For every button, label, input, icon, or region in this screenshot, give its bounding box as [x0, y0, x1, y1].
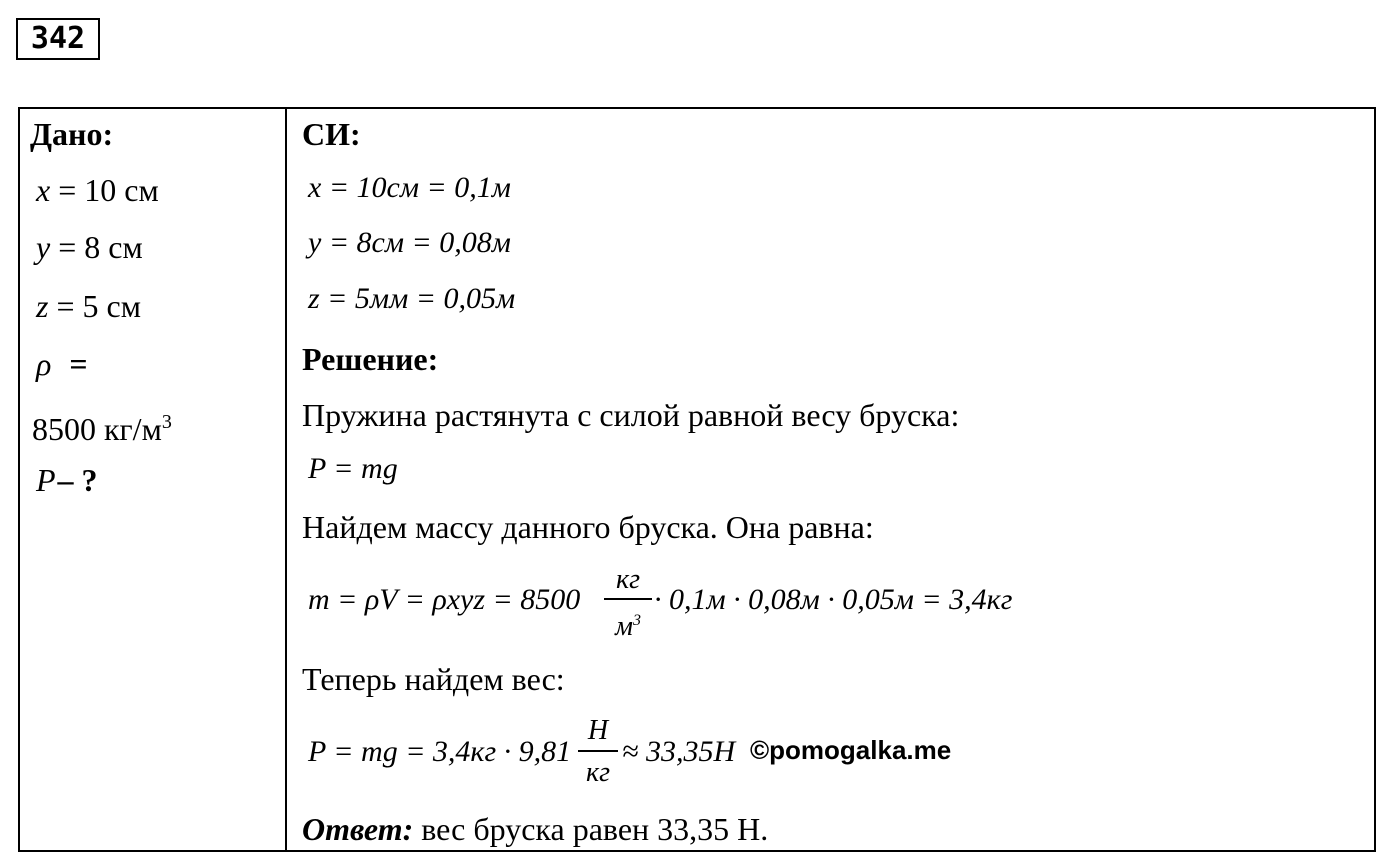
si-heading: СИ:: [302, 116, 361, 152]
si-y-line: y = 8см = 0,08м: [308, 226, 511, 259]
si-x-line: x = 10см = 0,1м: [308, 171, 511, 204]
answer-label: Ответ:: [302, 811, 414, 847]
table-divider: [285, 107, 287, 852]
si-z-line: z = 5мм = 0,05м: [308, 282, 516, 315]
given-y: [36, 229, 143, 265]
answer-text: вес бруска равен 33,35 Н.: [421, 811, 769, 847]
given-rho-eq: =: [69, 346, 88, 382]
given-p-var: P: [36, 462, 56, 498]
solution-text-1: Пружина растянута с силой равной весу бруска:: [302, 397, 960, 433]
mass-fraction-bar: [604, 598, 652, 600]
mass-fraction-denominator: [604, 606, 652, 642]
given-rho-value-text: 8500 кг/м: [32, 411, 162, 447]
weight-formula-left: P = mg = 3,4кг · 9,81: [308, 735, 572, 768]
mass-formula-right: · 0,1м · 0,08м · 0,05м = 3,4кг: [654, 583, 1013, 616]
mass-fraction-den-text: м: [615, 611, 633, 642]
given-rho-var: ρ: [36, 346, 52, 382]
given-heading: Дано:: [30, 116, 114, 152]
solution-heading: Решение:: [302, 341, 439, 377]
given-y-var: y: [36, 229, 51, 265]
mass-formula-left: m = ρV = ρxyz = 8500: [308, 583, 581, 616]
solution-text-3: Теперь найдем вес:: [302, 661, 565, 697]
mass-fraction-numerator: кг: [615, 564, 641, 595]
given-y-value: = 8 см: [58, 229, 143, 265]
weight-formula-right: ≈ 33,35Н: [622, 735, 736, 768]
answer: [302, 811, 768, 847]
watermark: ©pomogalka.me: [750, 735, 952, 765]
problem-number: 342: [16, 18, 100, 60]
mass-fraction-den-exponent: 3: [632, 612, 641, 629]
weight-fraction-denominator: кг: [585, 757, 611, 788]
weight-fraction-bar: [578, 750, 618, 752]
solution-text-2: Найдем массу данного бруска. Она равна:: [302, 509, 874, 545]
given-x-var: x: [36, 172, 51, 208]
given-rho: [36, 346, 88, 382]
given-rho-exponent: 3: [161, 411, 172, 433]
weight-fraction-numerator: Н: [587, 715, 609, 746]
given-z: [36, 288, 141, 324]
formula-weight-definition: P = mg: [308, 452, 398, 485]
given-unknown: [36, 462, 98, 498]
given-z-value: = 5 см: [56, 288, 141, 324]
given-rho-value: [32, 404, 172, 447]
given-z-var: z: [36, 288, 49, 324]
given-x: [36, 172, 159, 208]
given-x-value: = 10 см: [58, 172, 159, 208]
given-p-question: – ?: [57, 462, 98, 498]
